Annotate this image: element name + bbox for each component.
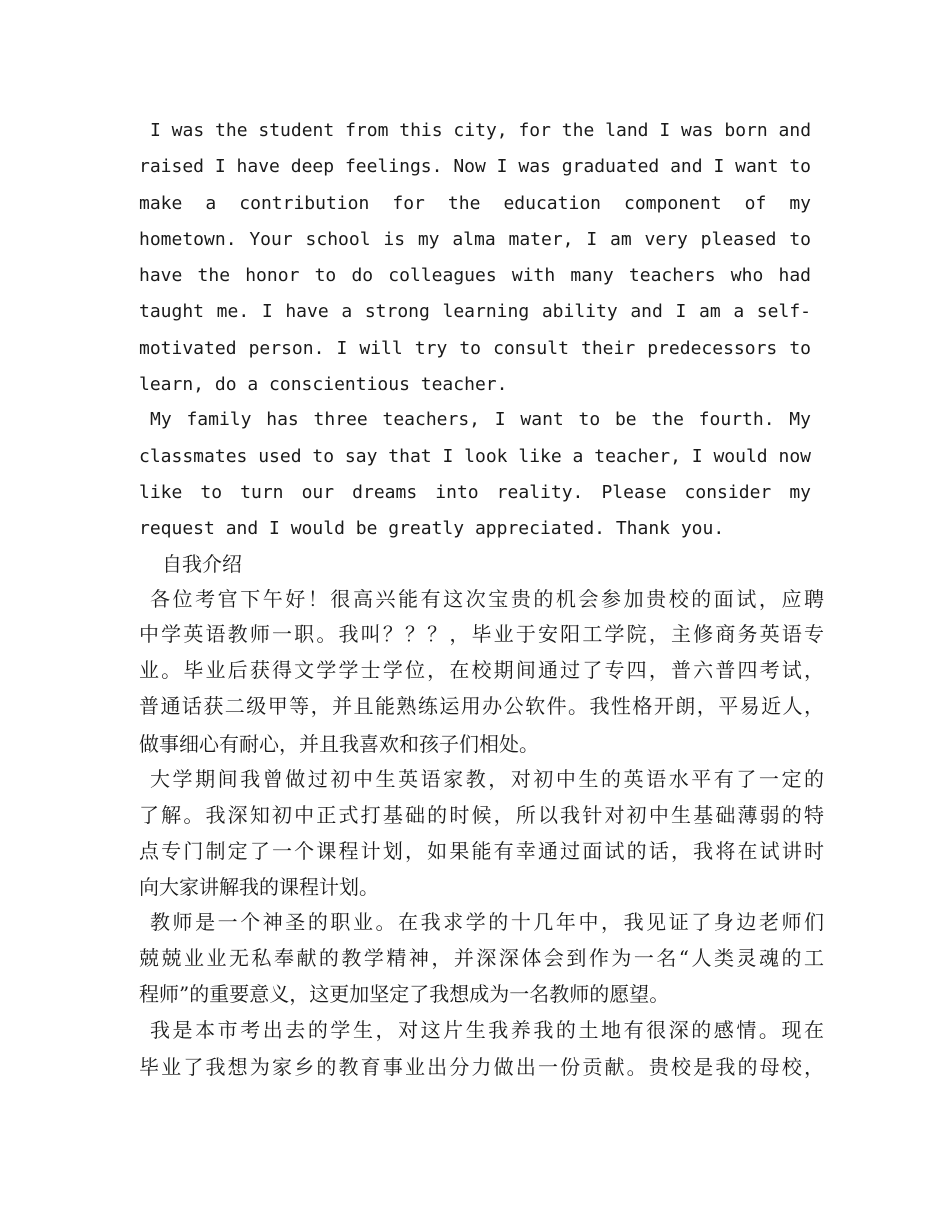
zh-para4-line-2: 毕业了我想为家乡的教育事业出分力做出一份贡献。贵校是我的母校，: [139, 1055, 824, 1079]
en-para1-line-1: I was the student from this city, for the land I was born and: [150, 120, 812, 141]
zh-para3-line-1: 教师是一个神圣的职业。在我求学的十几年中，我见证了身边老师们: [150, 910, 824, 934]
zh-para1-line-2: 中学英语教师一职。我叫？？？，毕业于安阳工学院，主修商务英语专: [139, 622, 824, 646]
en-para1-line-4: hometown. Your school is my alma mater, I am very pleased to: [139, 229, 811, 250]
zh-para1-line-4: 普通话获二级甲等，并且能熟练运用办公软件。我性格开朗，平易近人，: [139, 694, 824, 718]
en-para1-line-2: raised I have deep feelings. Now I was graduated and I want to: [139, 156, 811, 177]
en-para1-line-6: taught me. I have a strong learning ability and I am a self-: [139, 301, 811, 322]
en-para1-line-5: have the honor to do colleagues with many teachers who had: [139, 265, 811, 286]
en-para2-line-1: My family has three teachers, I want to be the fourth. My: [150, 409, 811, 430]
section-heading: 自我介绍: [162, 552, 242, 576]
zh-para2-line-1: 大学期间我曾做过初中生英语家教，对初中生的英语水平有了一定的: [150, 767, 824, 791]
en-para2-line-2: classmates used to say that I look like a teacher, I would now: [139, 446, 811, 467]
zh-para4-line-1: 我是本市考出去的学生，对这片生我养我的土地有很深的感情。现在: [150, 1018, 824, 1042]
en-para1-line-3: make a contribution for the education component of my: [139, 193, 811, 214]
en-para2-line-3: like to turn our dreams into reality. Please consider my: [139, 482, 811, 503]
zh-para2-line-2: 了解。我深知初中正式打基础的时候，所以我针对初中生基础薄弱的特: [139, 803, 824, 827]
en-para1-line-7: motivated person. I will try to consult their predecessors to: [139, 338, 811, 359]
zh-para2-line-3: 点专门制定了一个课程计划，如果能有幸通过面试的话，我将在试讲时: [139, 839, 824, 863]
zh-para1-line-3: 业。毕业后获得文学学士学位，在校期间通过了专四，普六普四考试，: [139, 658, 824, 682]
en-para2-line-4: request and I would be greatly appreciated. Thank you.: [139, 518, 725, 539]
zh-para3-line-2: 兢兢业业无私奉献的教学精神，并深深体会到作为一名“人类灵魂的工: [139, 946, 824, 970]
en-para1-line-8: learn, do a conscientious teacher.: [139, 374, 508, 395]
zh-para1-line-5: 做事细心有耐心，并且我喜欢和孩子们相处。: [139, 732, 539, 756]
zh-para2-line-4: 向大家讲解我的课程计划。: [139, 875, 379, 899]
zh-para3-line-3: 程师”的重要意义，这更加坚定了我想成为一名教师的愿望。: [139, 982, 670, 1006]
zh-para1-line-1: 各位考官下午好！很高兴能有这次宝贵的机会参加贵校的面试，应聘: [150, 587, 824, 611]
